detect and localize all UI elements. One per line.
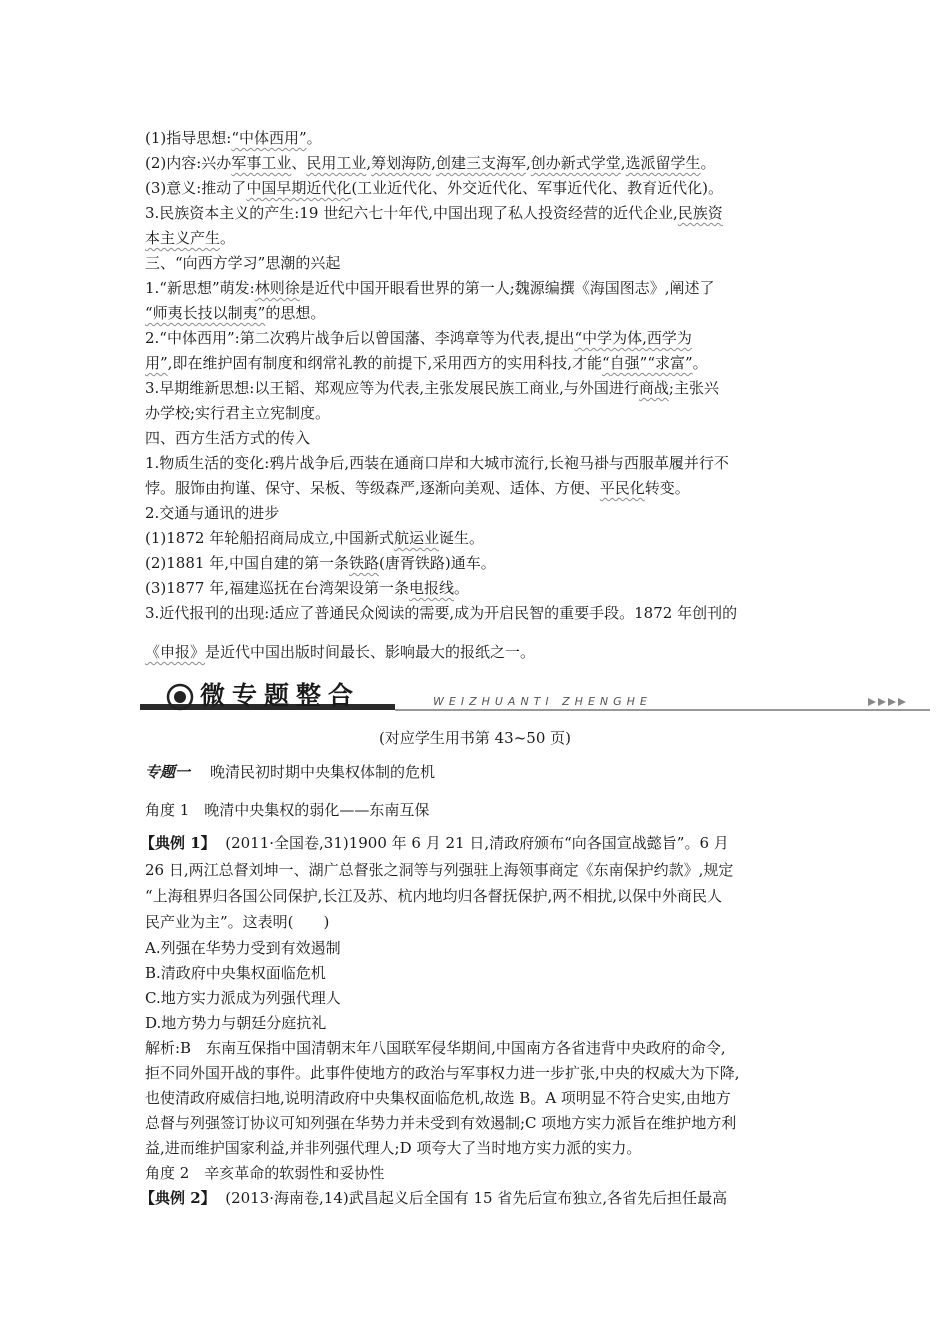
text-line: 《申报》是近代中国出版时间最长、影响最大的报纸之一。: [145, 643, 536, 661]
example-line: 26 日,两江总督刘坤一、湖广总督张之洞等与列强驻上海领事商定《东南保护约款》,规定: [145, 861, 734, 879]
text-line: (1)指导思想:“中体西用”。: [145, 129, 322, 147]
analysis-line: 也使清政府威信扫地,说明清政府中央集权面临危机,故选 B。A 项明显不符合史实,由地方: [145, 1089, 731, 1107]
analysis-line: 总督与列强签订协议可知列强在华势力并未受到有效遏制;C 项地方实力派旨在维护地方利: [145, 1114, 737, 1132]
text-line: 悖。服饰由拘谨、保守、呆板、等级森严,逐渐向美观、适体、方便、平民化转变。: [145, 479, 690, 497]
key-term: “自强”“求富”: [601, 354, 693, 372]
analysis-line: 拒不同外国开战的事件。此事件使地方的政治与军事权力进一步扩张,中央的权威大为下降,: [145, 1064, 740, 1082]
text-line: 用”,即在维护固有制度和纲常礼教的前提下,采用西方的实用科技,才能“自强”“求富”。: [145, 354, 708, 372]
text-line: 2.交通与通讯的进步: [145, 504, 280, 522]
example-line: 【典例 1】 (2011·全国卷,31)1900 年 6 月 21 日,清政府颁布“向各国宣战懿旨”。6 月: [140, 834, 729, 852]
key-term: 本主义产生: [145, 229, 221, 247]
key-term: 航运业: [393, 529, 439, 547]
option-b: B.清政府中央集权面临危机: [145, 964, 326, 982]
topic-title: 晚清民初时期中央集权体制的危机: [210, 763, 436, 781]
text-line: (3)意义:推动了中国早期近代化(工业近代化、外交近代化、军事近代化、教育近代化)。: [145, 179, 724, 197]
example-label: 【典例 2】: [140, 1189, 216, 1207]
example-line: 【典例 2】 (2013·海南卷,14)武昌起义后全国有 15 省先后宣布独立,各省先后担任最高: [140, 1189, 728, 1207]
text-line: 2.“中体西用”:第二次鸦片战争后以曾国藩、李鸿章等为代表,提出“中学为体,西学为: [145, 329, 692, 347]
key-term: 林则徐: [254, 279, 300, 297]
option-c: C.地方实力派成为列强代理人: [145, 989, 341, 1007]
key-term: 用”: [145, 354, 168, 372]
banner-title: 微专题整合: [200, 681, 361, 710]
key-term: 平民化: [599, 479, 645, 497]
banner-subtitle: WEIZHUANTI ZHENGHE: [433, 695, 652, 708]
text-line: “师夷长技以制夷”的思想。: [145, 304, 326, 322]
key-term: 选派留学生: [625, 154, 701, 172]
key-term: 铁路: [348, 554, 379, 572]
text-line: (1)1872 年轮船招商局成立,中国新式航运业诞生。: [145, 529, 484, 547]
option-a: A.列强在华势力受到有效遏制: [145, 939, 341, 957]
angle-heading: 角度 1 晚清中央集权的弱化——东南互保: [145, 801, 430, 819]
text-line: (2)内容:兴办军事工业、民用工业,筹划海防,创建三支海军,创办新式学堂,选派留学生。: [145, 154, 716, 172]
key-term: 筹划海防: [371, 154, 432, 172]
key-term: 商战: [638, 379, 669, 397]
key-term: 《申报》: [145, 643, 206, 661]
text-line: (2)1881 年,中国自建的第一条铁路(唐胥铁路)通车。: [145, 554, 496, 572]
text-line: 3.近代报刊的出现:适应了普通民众阅读的需要,成为开启民智的重要手段。1872 年创刊的: [145, 604, 738, 622]
analysis-line: 解析:B 东南互保指中国清朝末年八国联军侵华期间,中国南方各省违背中央政府的命令,: [145, 1039, 726, 1057]
text-line: 本主义产生。: [145, 229, 236, 247]
key-term: 军事工业: [231, 154, 292, 172]
text-line: 3.早期维新思想:以王韬、郑观应等为代表,主张发展民族工商业,与外国进行商战;主张兴: [145, 379, 719, 397]
reference-note: (对应学生用书第 43~50 页): [379, 729, 571, 747]
text-line: 1.“新思想”萌发:林则徐是近代中国开眼看世界的第一人;魏源编撰《海国图志》,阐述了: [145, 279, 715, 297]
text-line: 3.民族资本主义的产生:19 世纪六七十年代,中国出现了私人投资经营的近代企业,民族资: [145, 204, 723, 222]
example-line: “上海租界归各国公同保护,长江及苏、杭内地均归各督抚保护,两不相扰,以保中外商民人: [145, 887, 722, 905]
key-term: 创办新式学堂: [530, 154, 621, 172]
topic-heading: [145, 762, 435, 782]
section-heading: 四、西方生活方式的传入: [145, 429, 311, 447]
text-line: 1.物质生活的变化:鸦片战争后,西装在通商口岸和大城市流行,长袍马褂与西服革履并行不: [145, 454, 729, 472]
key-term: 民用工业: [306, 154, 367, 172]
angle-heading: 角度 2 辛亥革命的软弱性和妥协性: [145, 1164, 385, 1182]
example-label: 【典例 1】: [140, 834, 216, 852]
text-line: 办学校;实行君主立宪制度。: [145, 404, 331, 422]
option-d: D.地方势力与朝廷分庭抗礼: [145, 1014, 327, 1032]
analysis-line: 益,进而维护国家利益,并非列强代理人;D 项夸大了当时地方实力派的实力。: [145, 1139, 642, 1157]
key-term: 民族资: [677, 204, 723, 222]
text-line: (3)1877 年,福建巡抚在台湾架设第一条电报线。: [145, 579, 469, 597]
key-term: “师夷长技以制夷”: [145, 304, 266, 322]
section-heading: 三、“向西方学习”思潮的兴起: [145, 254, 341, 272]
key-term: 中国早期近代化: [246, 179, 352, 197]
key-term: “中体西用”: [231, 129, 307, 147]
key-term: 电报线: [408, 579, 454, 597]
key-term: 创建三支海军: [435, 154, 526, 172]
key-term: “中学为体,西学为: [574, 329, 692, 347]
example-line: 民产业为主”。这表明( ): [145, 913, 330, 931]
topic-label: 专题一: [145, 763, 191, 781]
